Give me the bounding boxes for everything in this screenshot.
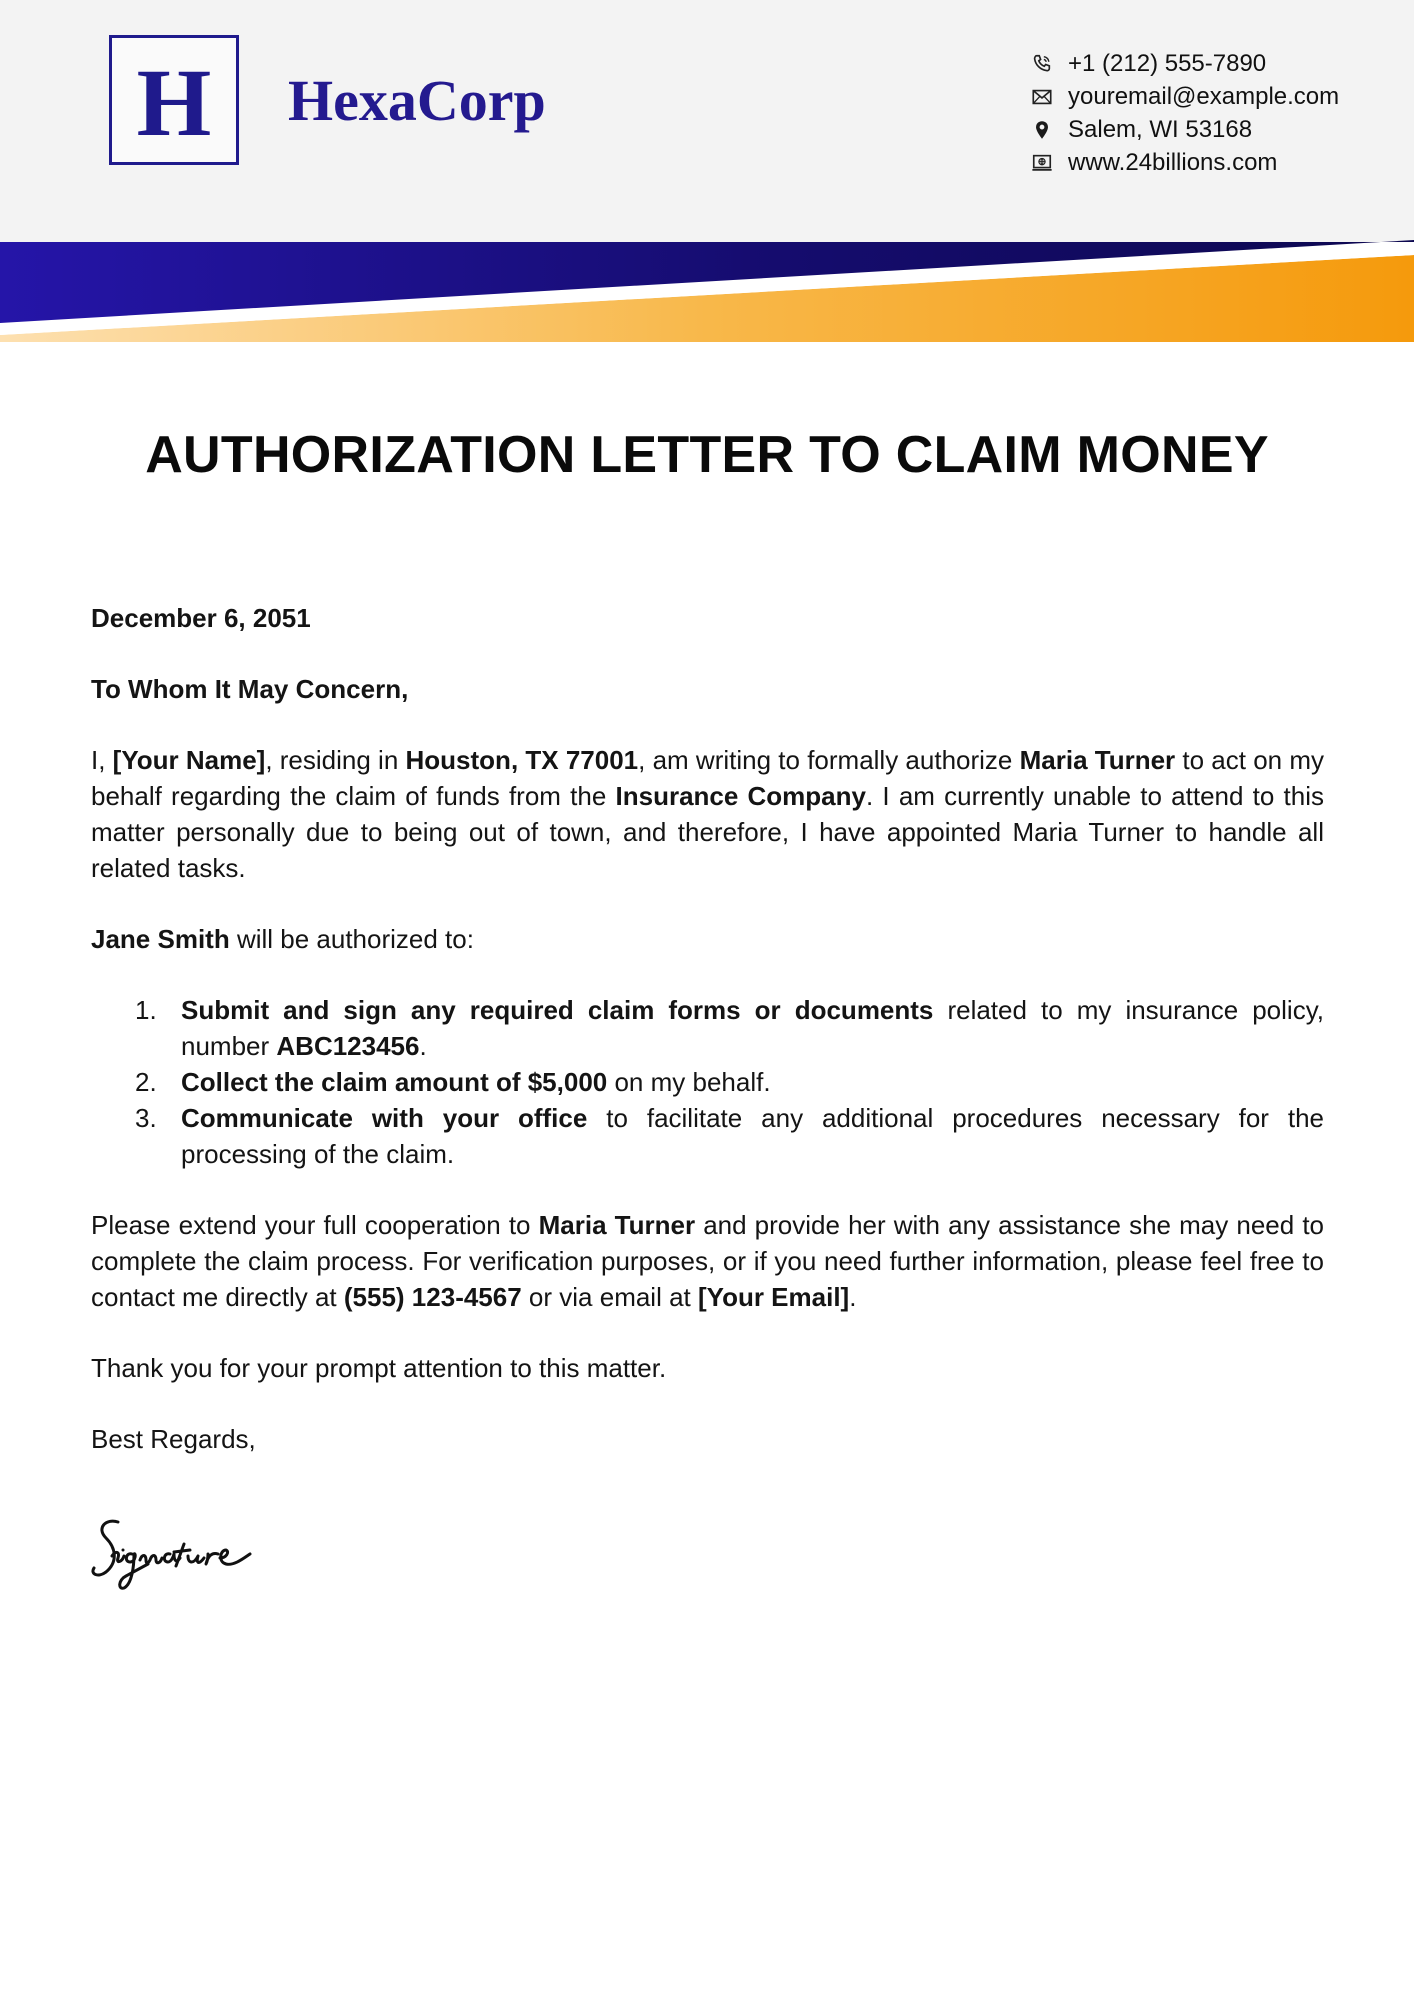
contact-address-text: Salem, WI 53168 bbox=[1068, 116, 1253, 143]
list-item: 1. Submit and sign any required claim forms or documents related to my insurance policy, number ABC123456. bbox=[135, 995, 1324, 1061]
location-pin-icon bbox=[1030, 119, 1054, 141]
paragraph-authorization: I, [Your Name], residing in Houston, TX 77001, am writing to formally authorize Maria Turner to act on my behalf regarding the claim of funds from the Insurance Company. I am currently unable to attend to this matter personally due to being out of town, and therefore, I have appointed Maria Turner to handle all related tasks. bbox=[91, 745, 1325, 883]
contact-website-text: www.24billions.com bbox=[1068, 149, 1278, 176]
header-banner bbox=[0, 235, 1414, 345]
contact-email bbox=[1030, 80, 1339, 113]
contact-email-text: youremail@example.com bbox=[1068, 83, 1340, 110]
authorized-intro: Jane Smith will be authorized to: bbox=[91, 924, 474, 954]
authorized-tasks-list bbox=[91, 992, 1324, 1172]
list-item: 2. Collect the claim amount of $5,000 on my behalf. bbox=[135, 1067, 771, 1097]
document-title: AUTHORIZATION LETTER TO CLAIM MONEY bbox=[145, 426, 1269, 484]
contact-phone bbox=[1030, 47, 1339, 80]
letterhead bbox=[0, 0, 1414, 245]
contact-phone-text: +1 (212) 555-7890 bbox=[1068, 50, 1267, 77]
closing: Best Regards, bbox=[91, 1424, 256, 1454]
logo-letter: H bbox=[136, 49, 212, 156]
mail-icon bbox=[1030, 86, 1054, 108]
letter-body bbox=[91, 600, 1324, 1492]
contact-info bbox=[1030, 47, 1339, 179]
list-item: 3. Communicate with your office to facilitate any additional procedures necessary for the processing of the claim. bbox=[135, 1103, 1324, 1169]
handwritten-signature bbox=[88, 1510, 288, 1600]
thank-you-line: Thank you for your prompt attention to this matter. bbox=[91, 1353, 667, 1383]
contact-address bbox=[1030, 113, 1339, 146]
paragraph-cooperation: Please extend your full cooperation to Maria Turner and provide her with any assistance she may need to complete the claim process. For verification purposes, or if you need further information, please feel free to contact me directly at (555) 123-4567 or via email at [Your Email]. bbox=[91, 1210, 1325, 1312]
company-logo bbox=[109, 35, 239, 165]
letter-date: December 6, 2051 bbox=[91, 603, 311, 633]
salutation: To Whom It May Concern, bbox=[91, 674, 409, 704]
phone-icon bbox=[1030, 53, 1054, 75]
contact-website bbox=[1030, 146, 1339, 179]
web-icon bbox=[1030, 152, 1054, 174]
company-name: HexaCorp bbox=[288, 68, 546, 133]
